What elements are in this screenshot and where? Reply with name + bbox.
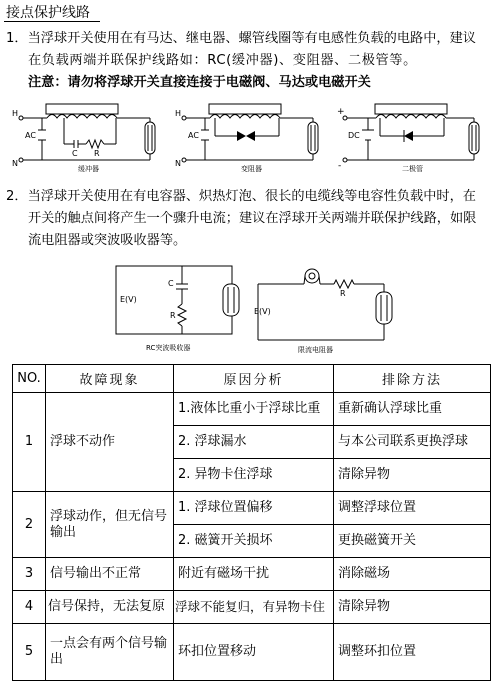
row4-fault: 信号保持，无法复原 (46, 591, 174, 624)
para2-line1: 2．当浮球开关使用在有电容器、炽热灯泡、很长的电缆线等电容性负载中时，在 (6, 189, 476, 204)
c1-label-n: N (12, 159, 18, 168)
fault-table (12, 364, 491, 681)
row1-cause2: 2. 浮球漏水 (174, 426, 334, 459)
row4-no: 4 (13, 591, 46, 624)
row3-fix: 消除磁场 (334, 558, 491, 591)
row1-no: 1 (13, 393, 46, 492)
current-limiting-circuit (252, 262, 392, 356)
row5-cause: 环扣位置移动 (174, 624, 334, 681)
c4-label-r: R (170, 311, 176, 320)
para2-line2: 开关的触点间将产生一个骤升电流；建议在浮球开关两端并联保护线路，如限 (28, 211, 477, 226)
row3-fault: 信号输出不正常 (46, 558, 174, 591)
c5-label-r: R (340, 289, 346, 298)
row5-no: 5 (13, 624, 46, 681)
row1-fix1: 重新确认浮球比重 (334, 393, 491, 426)
c1-label-ac: AC (25, 131, 36, 140)
row2-cause2: 2. 磁簧开关损坏 (174, 525, 334, 558)
c1-label-c: C (72, 149, 78, 158)
para2-line3: 流电阻器或突波吸收器等。 (28, 233, 187, 248)
row3-no: 3 (13, 558, 46, 591)
table-row (13, 492, 491, 525)
row1-cause1: 1.液体比重小于浮球比重 (174, 393, 334, 426)
row1-fault: 浮球不动作 (46, 393, 174, 492)
c2-caption: 变阻器 (241, 165, 262, 173)
title-underline (4, 21, 100, 22)
c3-label-dc: DC (348, 131, 360, 140)
c4-label-c: C (168, 279, 174, 288)
c1-caption: 缓冲器 (78, 165, 99, 173)
row2-fix2: 更换磁簧开关 (334, 525, 491, 558)
header-fix: 排除方法 (334, 365, 491, 393)
para1-line2: 在负载两端并联保护线路如：RC(缓冲器)、变阻器、二极管等。 (28, 53, 417, 68)
c1-label-r: R (94, 149, 100, 158)
diode-circuit (336, 96, 486, 172)
c4-caption: RC突波吸收器 (146, 344, 191, 352)
c3-label-minus: - (338, 161, 342, 171)
rc-surge-absorber-circuit (110, 262, 250, 356)
table-row (13, 393, 491, 426)
c3-caption: 二极管 (402, 165, 423, 173)
c2-label-ac: AC (188, 131, 199, 140)
header-cause: 原因分析 (174, 365, 334, 393)
header-fault: 故障现象 (46, 365, 174, 393)
c5-label-ev: E(V) (254, 307, 271, 316)
c3-label-plus: + (337, 107, 345, 117)
c1-label-h: H (12, 109, 19, 118)
c5-caption: 限流电阻器 (298, 346, 333, 354)
row3-cause: 附近有磁场干扰 (174, 558, 334, 591)
row4-fix: 清除异物 (334, 591, 491, 624)
row1-fix3: 清除异物 (334, 459, 491, 492)
row5-fault: 一点会有两个信号输出 (46, 624, 174, 681)
row1-cause3: 2. 异物卡住浮球 (174, 459, 334, 492)
paragraph-1 (6, 28, 476, 94)
row2-no: 2 (13, 492, 46, 558)
para1-line1: 1．当浮球开关使用在有马达、继电器、螺管线圈等有电感性负载的电路中，建议 (6, 31, 476, 46)
table-header-row (13, 365, 491, 393)
c2-label-h: H (175, 109, 182, 118)
header-no: NO. (13, 365, 46, 393)
row2-fix1: 调整浮球位置 (334, 492, 491, 525)
c2-label-n: N (175, 159, 181, 168)
table-row (13, 624, 491, 681)
c4-label-ev: E(V) (120, 295, 137, 304)
row2-fault: 浮球动作，但无信号输出 (46, 492, 174, 558)
row5-fix: 调整环扣位置 (334, 624, 491, 681)
varistor-circuit (175, 96, 325, 172)
row2-cause1: 1. 浮球位置偏移 (174, 492, 334, 525)
section-title: 接点保护线路 (6, 5, 90, 21)
rc-snubber-circuit (12, 96, 162, 172)
paragraph-2 (6, 186, 476, 252)
para1-warning: 注意：请勿将浮球开关直接连接于电磁阀、马达或电磁开关 (28, 75, 371, 90)
row4-cause: 浮球不能复归，有异物卡住 (174, 591, 334, 624)
table-row (13, 558, 491, 591)
row1-fix2: 与本公司联系更换浮球 (334, 426, 491, 459)
table-row (13, 591, 491, 624)
